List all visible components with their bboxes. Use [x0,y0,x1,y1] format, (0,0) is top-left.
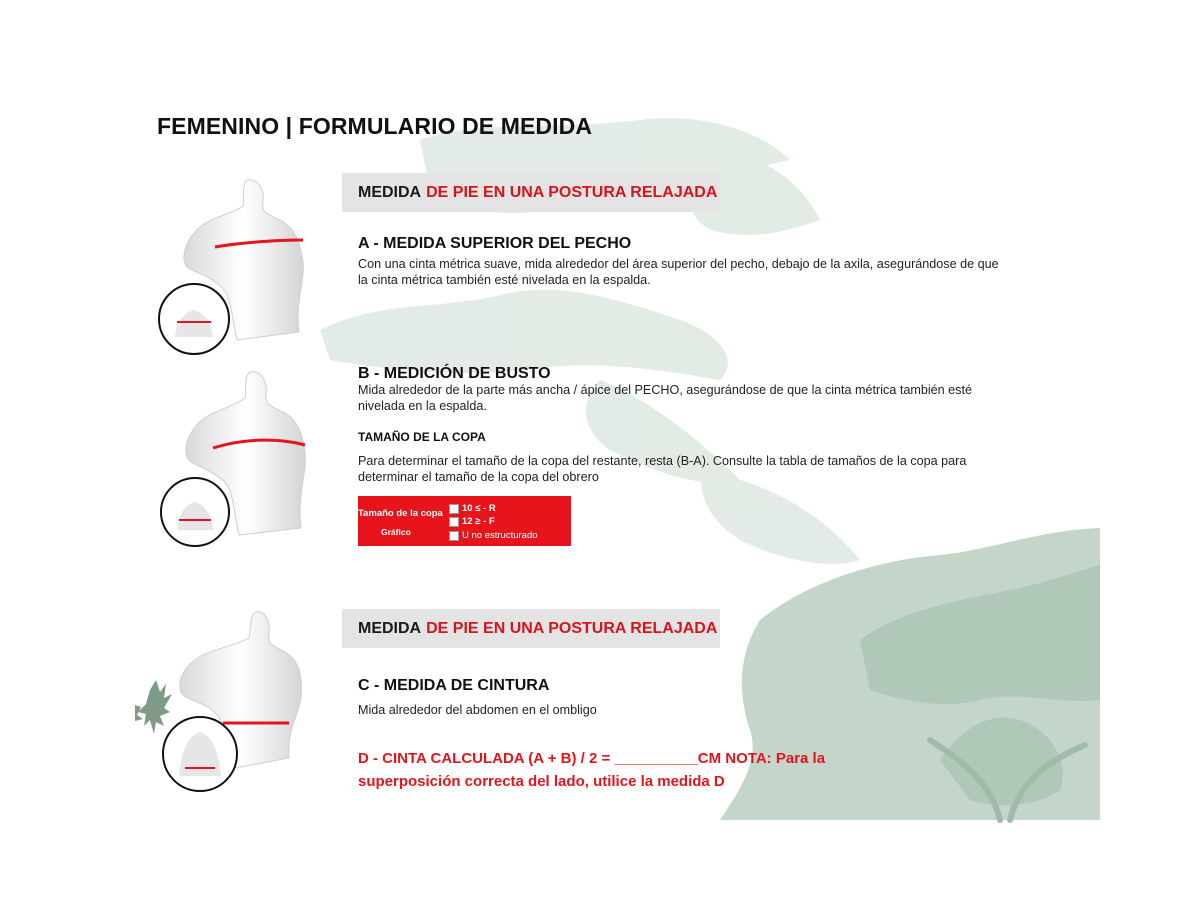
banner-label: MEDIDA [358,183,422,201]
cup-chart-sublabel: Gráfico [381,527,411,537]
banner-label: MEDIDA [358,619,422,637]
torso-figure-waist [155,608,320,798]
torso-figure-upper-chest [155,172,320,357]
checkbox-icon[interactable] [449,531,459,541]
posture-banner-top [342,173,720,212]
calculated-tape-formula: D - CINTA CALCULADA (A + B) / 2 = __________CM NOTA: Para la superposición correcta del lado, utilice la medida D [358,750,826,790]
banner-highlight: DE PIE EN UNA POSTURA RELAJADA [426,183,718,201]
section-b-description: Mida alrededor de la parte más ancha / ápice del PECHO, asegurándose de que la cinta métrica también esté nivelada en la espalda. [358,383,972,413]
cup-option-unstructured[interactable]: U no estructurado [449,530,538,541]
cup-chart-label: Tamaño de la copa [358,508,443,519]
section-c-description: Mida alrededor del abdomen en el ombligo [358,703,597,717]
cup-size-chart [358,496,571,546]
checkbox-icon[interactable] [449,504,459,514]
section-b-heading: B - MEDICIÓN DE BUSTO [358,365,551,382]
section-a-description: Con una cinta métrica suave, mida alrededor del área superior del pecho, debajo de la axila, asegurándose de que la cinta métrica también esté nivelada en la espalda. [358,257,999,287]
checkbox-icon[interactable] [449,517,459,527]
cup-option-r[interactable]: 10 ≤ - R [449,503,496,514]
cup-option-f[interactable]: 12 ≥ - F [449,516,495,527]
banner-highlight: DE PIE EN UNA POSTURA RELAJADA [426,619,718,637]
torso-figure-bust [155,370,320,550]
section-c-heading: C - MEDIDA DE CINTURA [358,677,550,694]
cup-size-description: Para determinar el tamaño de la copa del restante, resta (B-A). Consulte la tabla de tamaños de la copa para determinar el tamaño de la copa del obrero [358,454,967,484]
cup-size-heading: TAMAÑO DE LA COPA [358,430,486,444]
page-title: FEMENINO | FORMULARIO DE MEDIDA [157,113,593,139]
posture-banner-bottom [342,609,720,648]
section-a-heading: A - MEDIDA SUPERIOR DEL PECHO [358,235,632,252]
